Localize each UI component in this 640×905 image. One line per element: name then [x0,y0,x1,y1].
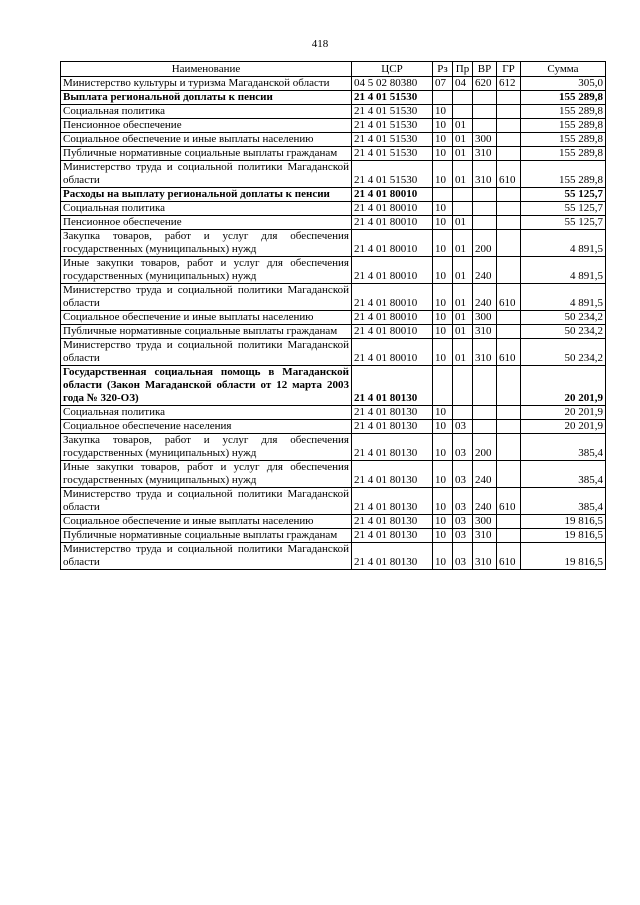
cell-vr: 240 [473,488,497,515]
cell-rz [433,188,453,202]
cell-sum: 155 289,8 [521,91,606,105]
cell-rz: 10 [433,216,453,230]
cell-gr: 610 [497,284,521,311]
cell-rz: 10 [433,105,453,119]
cell-rz: 10 [433,420,453,434]
cell-gr [497,230,521,257]
cell-code: 21 4 01 51530 [352,119,433,133]
cell-rz: 10 [433,202,453,216]
column-header-code: ЦСР [352,62,433,77]
cell-name: Социальное обеспечение и иные выплаты населению [61,311,352,325]
cell-pr: 01 [453,284,473,311]
table-row [61,406,606,420]
cell-vr: 200 [473,230,497,257]
cell-rz: 10 [433,119,453,133]
cell-pr: 01 [453,339,473,366]
cell-pr: 01 [453,133,473,147]
cell-pr [453,91,473,105]
cell-code: 21 4 01 80010 [352,230,433,257]
cell-pr [453,202,473,216]
cell-name: Министерство культуры и туризма Магаданской области [61,77,352,91]
cell-sum: 20 201,9 [521,366,606,406]
cell-pr: 03 [453,434,473,461]
cell-rz: 10 [433,543,453,570]
cell-vr [473,188,497,202]
cell-name: Иные закупки товаров, работ и услуг для обеспечения государственных (муниципальных) нужд [61,461,352,488]
cell-code: 21 4 01 80130 [352,543,433,570]
cell-vr: 310 [473,325,497,339]
cell-vr [473,420,497,434]
table-row [61,529,606,543]
cell-name: Пенсионное обеспечение [61,119,352,133]
cell-rz: 10 [433,230,453,257]
cell-pr: 01 [453,216,473,230]
cell-gr [497,420,521,434]
table-row [61,216,606,230]
cell-name: Социальная политика [61,406,352,420]
cell-vr [473,119,497,133]
cell-code: 04 5 02 80380 [352,77,433,91]
cell-sum: 155 289,8 [521,147,606,161]
cell-vr: 300 [473,311,497,325]
cell-sum: 50 234,2 [521,311,606,325]
table-header-row [61,62,606,77]
cell-sum: 155 289,8 [521,133,606,147]
cell-sum: 50 234,2 [521,339,606,366]
cell-code: 21 4 01 80010 [352,202,433,216]
table-row [61,420,606,434]
cell-pr [453,105,473,119]
cell-gr [497,325,521,339]
cell-pr: 03 [453,515,473,529]
cell-name: Пенсионное обеспечение [61,216,352,230]
cell-rz: 10 [433,529,453,543]
cell-sum: 385,4 [521,434,606,461]
cell-vr: 310 [473,161,497,188]
cell-code: 21 4 01 80130 [352,434,433,461]
cell-gr: 610 [497,488,521,515]
cell-code: 21 4 01 80010 [352,284,433,311]
table-row [61,366,606,406]
cell-sum: 50 234,2 [521,325,606,339]
cell-code: 21 4 01 80130 [352,488,433,515]
cell-vr: 620 [473,77,497,91]
cell-rz: 10 [433,311,453,325]
cell-gr: 610 [497,543,521,570]
cell-sum: 55 125,7 [521,188,606,202]
cell-sum: 155 289,8 [521,161,606,188]
cell-rz: 10 [433,161,453,188]
table-row [61,488,606,515]
cell-pr: 01 [453,325,473,339]
table-row [61,461,606,488]
cell-name: Министерство труда и социальной политики Магаданской области [61,284,352,311]
cell-name: Публичные нормативные социальные выплаты гражданам [61,325,352,339]
cell-name: Социальная политика [61,105,352,119]
cell-name: Министерство труда и социальной политики Магаданской области [61,543,352,570]
budget-table [60,61,606,570]
cell-name: Публичные нормативные социальные выплаты гражданам [61,529,352,543]
cell-rz [433,366,453,406]
cell-name: Социальное обеспечение и иные выплаты населению [61,515,352,529]
cell-gr [497,105,521,119]
cell-vr: 200 [473,434,497,461]
cell-vr: 310 [473,147,497,161]
cell-pr [453,366,473,406]
cell-gr [497,434,521,461]
cell-rz: 10 [433,339,453,366]
column-header-pr: Пр [453,62,473,77]
cell-vr: 300 [473,133,497,147]
cell-gr [497,257,521,284]
cell-code: 21 4 01 80010 [352,339,433,366]
cell-sum: 305,0 [521,77,606,91]
cell-name: Социальное обеспечение и иные выплаты населению [61,133,352,147]
cell-name: Выплата региональной доплаты к пенсии [61,91,352,105]
table-row [61,230,606,257]
cell-pr: 03 [453,420,473,434]
cell-rz: 10 [433,515,453,529]
cell-sum: 4 891,5 [521,230,606,257]
cell-rz: 10 [433,434,453,461]
cell-vr: 310 [473,339,497,366]
cell-vr: 310 [473,529,497,543]
cell-rz: 10 [433,488,453,515]
cell-gr [497,216,521,230]
cell-vr: 300 [473,515,497,529]
cell-sum: 55 125,7 [521,216,606,230]
cell-code: 21 4 01 51530 [352,147,433,161]
table-row [61,161,606,188]
cell-code: 21 4 01 80130 [352,420,433,434]
column-header-name: Наименование [61,62,352,77]
cell-pr: 03 [453,488,473,515]
table-row [61,105,606,119]
column-header-gr: ГР [497,62,521,77]
cell-rz: 10 [433,406,453,420]
cell-name: Закупка товаров, работ и услуг для обеспечения государственных (муниципальных) нужд [61,230,352,257]
cell-pr: 01 [453,119,473,133]
cell-gr [497,119,521,133]
cell-code: 21 4 01 80130 [352,406,433,420]
cell-pr: 01 [453,311,473,325]
cell-rz [433,91,453,105]
page-number: 418 [311,38,329,50]
cell-sum: 19 816,5 [521,543,606,570]
cell-sum: 155 289,8 [521,105,606,119]
cell-gr [497,188,521,202]
cell-gr: 610 [497,161,521,188]
table-row [61,325,606,339]
cell-vr [473,105,497,119]
table-row [61,515,606,529]
cell-vr [473,91,497,105]
cell-name: Социальное обеспечение населения [61,420,352,434]
cell-sum: 20 201,9 [521,420,606,434]
cell-code: 21 4 01 80130 [352,461,433,488]
cell-name: Социальная политика [61,202,352,216]
cell-sum: 4 891,5 [521,257,606,284]
cell-pr: 03 [453,543,473,570]
cell-gr [497,147,521,161]
cell-gr [497,311,521,325]
table-row [61,91,606,105]
cell-sum: 20 201,9 [521,406,606,420]
cell-gr [497,366,521,406]
table-row [61,543,606,570]
cell-gr: 610 [497,339,521,366]
cell-vr [473,216,497,230]
cell-gr [497,406,521,420]
table-row [61,434,606,461]
cell-code: 21 4 01 80010 [352,188,433,202]
cell-code: 21 4 01 51530 [352,91,433,105]
cell-pr [453,188,473,202]
cell-vr: 240 [473,257,497,284]
cell-code: 21 4 01 80010 [352,257,433,284]
cell-vr: 240 [473,461,497,488]
cell-code: 21 4 01 80130 [352,529,433,543]
cell-rz: 10 [433,147,453,161]
cell-rz: 10 [433,461,453,488]
cell-gr [497,529,521,543]
cell-rz: 07 [433,77,453,91]
cell-gr [497,202,521,216]
table-row [61,202,606,216]
cell-rz: 10 [433,133,453,147]
table-row [61,133,606,147]
cell-name: Министерство труда и социальной политики Магаданской области [61,161,352,188]
cell-name: Иные закупки товаров, работ и услуг для обеспечения государственных (муниципальных) нужд [61,257,352,284]
cell-sum: 55 125,7 [521,202,606,216]
cell-pr: 03 [453,461,473,488]
table-row [61,284,606,311]
table-row [61,339,606,366]
cell-gr [497,133,521,147]
table-row [61,188,606,202]
cell-sum: 155 289,8 [521,119,606,133]
cell-pr: 03 [453,529,473,543]
table-body [61,77,606,570]
cell-name: Закупка товаров, работ и услуг для обеспечения государственных (муниципальных) нужд [61,434,352,461]
column-header-vr: ВР [473,62,497,77]
cell-sum: 19 816,5 [521,529,606,543]
cell-code: 21 4 01 80010 [352,216,433,230]
cell-sum: 385,4 [521,461,606,488]
cell-name: Министерство труда и социальной политики Магаданской области [61,488,352,515]
cell-gr [497,91,521,105]
cell-gr: 612 [497,77,521,91]
cell-sum: 385,4 [521,488,606,515]
cell-code: 21 4 01 80130 [352,515,433,529]
cell-code: 21 4 01 80010 [352,311,433,325]
table-row [61,147,606,161]
cell-name: Государственная социальная помощь в Магаданской области (Закон Магаданской области от 12 марта 2003 года № 320-ОЗ) [61,366,352,406]
cell-vr [473,366,497,406]
cell-vr: 240 [473,284,497,311]
cell-name: Публичные нормативные социальные выплаты гражданам [61,147,352,161]
cell-pr: 01 [453,230,473,257]
cell-gr [497,515,521,529]
cell-vr [473,406,497,420]
cell-code: 21 4 01 80010 [352,325,433,339]
table-row [61,77,606,91]
cell-name: Расходы на выплату региональной доплаты к пенсии [61,188,352,202]
cell-pr: 01 [453,161,473,188]
table-row [61,257,606,284]
cell-sum: 4 891,5 [521,284,606,311]
cell-pr: 01 [453,257,473,284]
cell-rz: 10 [433,284,453,311]
cell-pr: 04 [453,77,473,91]
cell-gr [497,461,521,488]
cell-code: 21 4 01 80130 [352,366,433,406]
cell-pr: 01 [453,147,473,161]
table-row [61,119,606,133]
cell-vr [473,202,497,216]
table-row [61,311,606,325]
cell-code: 21 4 01 51530 [352,133,433,147]
cell-rz: 10 [433,257,453,284]
cell-rz: 10 [433,325,453,339]
cell-sum: 19 816,5 [521,515,606,529]
cell-pr [453,406,473,420]
column-header-rz: Рз [433,62,453,77]
cell-vr: 310 [473,543,497,570]
cell-name: Министерство труда и социальной политики Магаданской области [61,339,352,366]
cell-code: 21 4 01 51530 [352,105,433,119]
column-header-sum: Сумма [521,62,606,77]
cell-code: 21 4 01 51530 [352,161,433,188]
